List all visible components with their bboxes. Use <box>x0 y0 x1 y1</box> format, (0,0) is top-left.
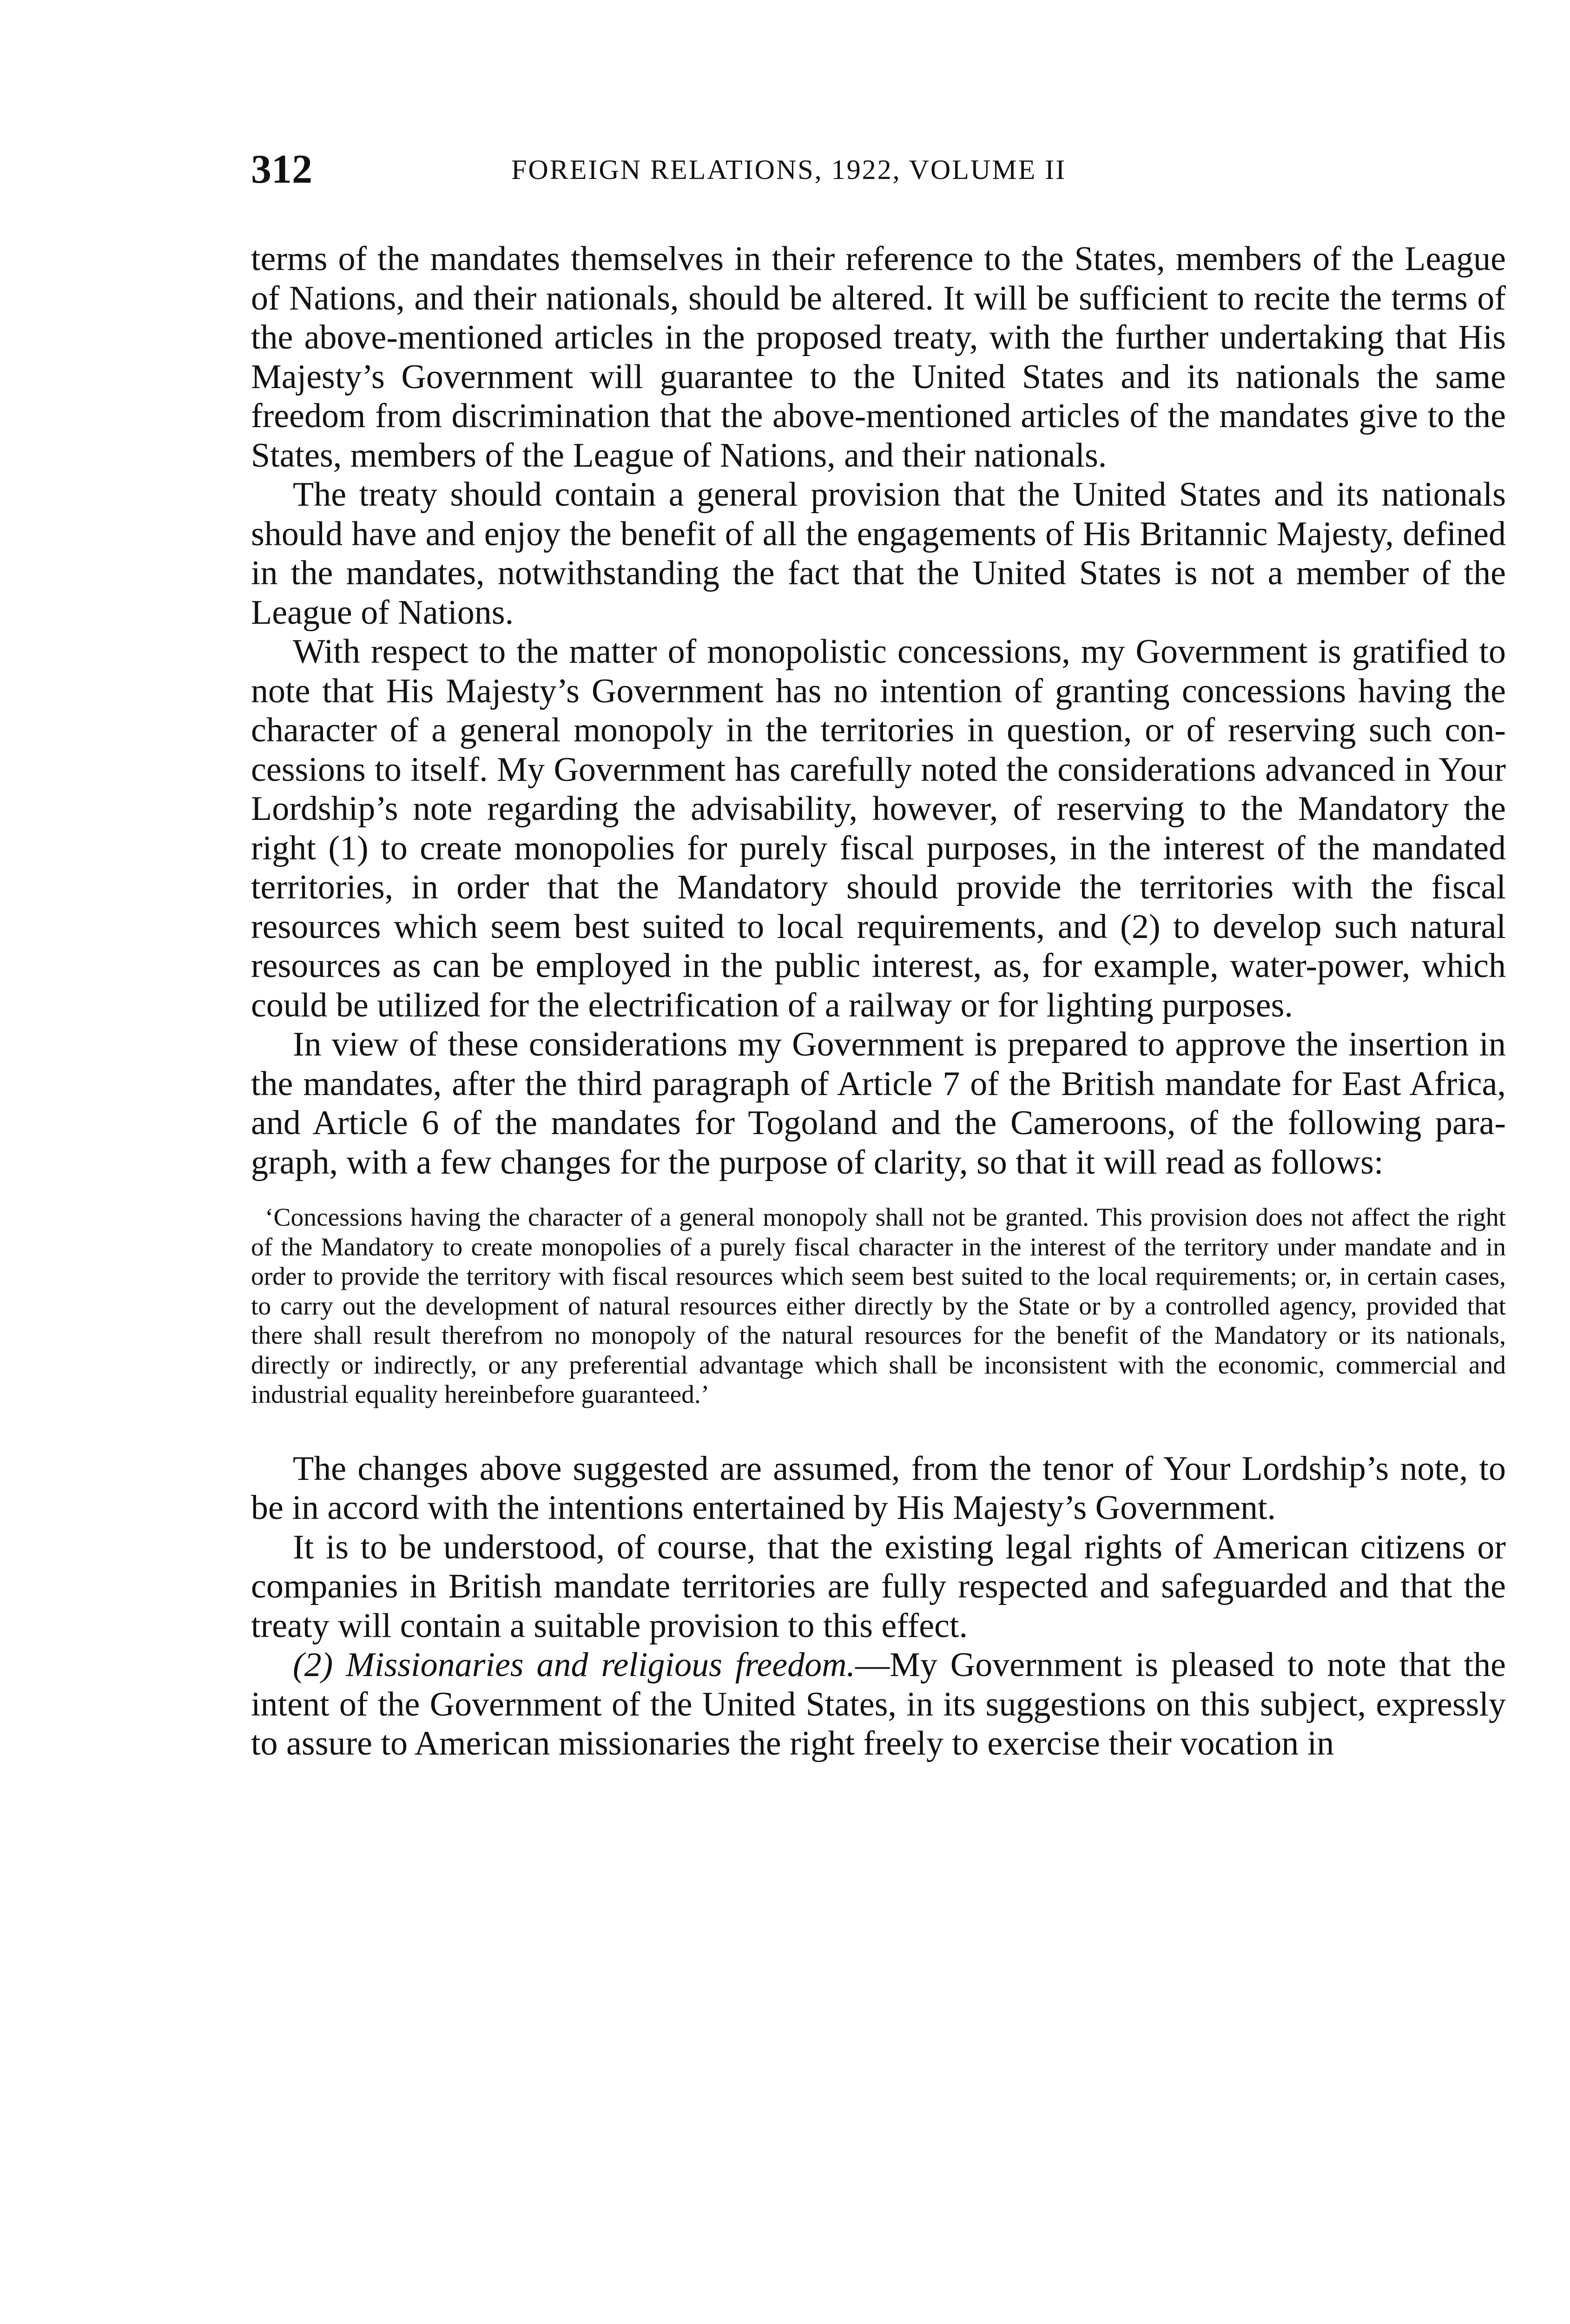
paragraph-missionaries-text: —My Government is pleased to note that the intent of the Government of the United States, in its suggestions on this subject, expressly to assure to American missionaries the right freely to exercise their vocation in <box>251 1646 1506 1763</box>
running-header <box>251 139 1506 200</box>
section-heading-missionaries: (2) Missionaries and religious freedom. <box>293 1646 856 1684</box>
page-number: 312 <box>251 147 312 192</box>
paragraph-general-provision: The treaty should contain a general provision that the United States and its nationals should have and enjoy the benefit of all the engagements of His Britannic Majesty, defined in the mandates, notwithstanding the fact that the United States is not a member of the League of Nations. <box>251 475 1506 632</box>
paragraph-monopolistic-concessions: With respect to the matter of monopolistic concessions, my Government is gratified to note that His Majesty’s Government has no intention of granting concessions having the character of a general monopoly in the territories in question, or of reserving such concessions to itself. My Government has carefully noted the considerations advanced in Your Lordship’s note regarding the advisability, however, of reserving to the Mandatory the right (1) to create monopolies for purely fiscal purposes, in the interest of the mandated territories, in order that the Mandatory should provide the territories with the fiscal resources which seem best suited to local requirements, and (2) to develop such natural resources as can be employed in the public interest, as, for example, water-power, which could be utilized for the electrification of a railway or for lighting purposes. <box>251 633 1506 1024</box>
quote-text: ‘Concessions having the character of a general monopoly shall not be granted. This provision does not affect the right of the Mandatory to create monopolies of a purely fiscal character in the interest of the territory under mandate and in order to provide the territory with fiscal resources which seem best suited to the local requirements; or, in certain cases, to carry out the development of natural resources either directly by the State or by a controlled agency, provided that there shall result therefrom no monopoly of the natural resources for the benefit of the Mandatory or its nationals, directly or indirectly, or any preferential advantage which shall be inconsistent with the economic, commercial and industrial equality hereinbefore guaranteed.’ <box>251 1203 1506 1409</box>
running-title: FOREIGN RELATIONS, 1922, VOLUME II <box>511 154 1067 185</box>
paragraph-proposed-insertion: In view of these considerations my Government is prepared to approve the insertion in the mandates, after the third paragraph of Article 7 of the British mandate for East Africa, and Article 6 of the mandates for Togoland and the Cameroons, of the following paragraph, with a few changes for the purpose of clarity, so that it will read as follows: <box>251 1025 1506 1182</box>
body-text <box>251 239 1506 1763</box>
quoted-mandate-paragraph <box>251 1203 1506 1410</box>
paragraph-legal-rights: It is to be understood, of course, that the existing legal rights of American citizens or companies in British mandate territories are fully respected and safeguarded and that the treaty will contain a suitable provision to this effect. <box>251 1528 1506 1645</box>
paragraph-missionaries <box>251 1645 1506 1763</box>
paragraph-continuation: terms of the mandates themselves in their reference to the States, members of the League of Nations, and their nationals, should be altered. It will be sufficient to recite the terms of the above-mentioned articles in the proposed treaty, with the further undertaking that His Majesty’s Government will guarantee to the United States and its nationals the same freedom from discrimination that the above-mentioned articles of the mandates give to the States, members of the League of Nations, and their nationals. <box>251 240 1506 475</box>
paragraph-changes-assumed: The changes above suggested are assumed, from the tenor of Your Lordship’s note, to be in accord with the intentions entertained by His Majesty’s Government. <box>251 1449 1506 1527</box>
